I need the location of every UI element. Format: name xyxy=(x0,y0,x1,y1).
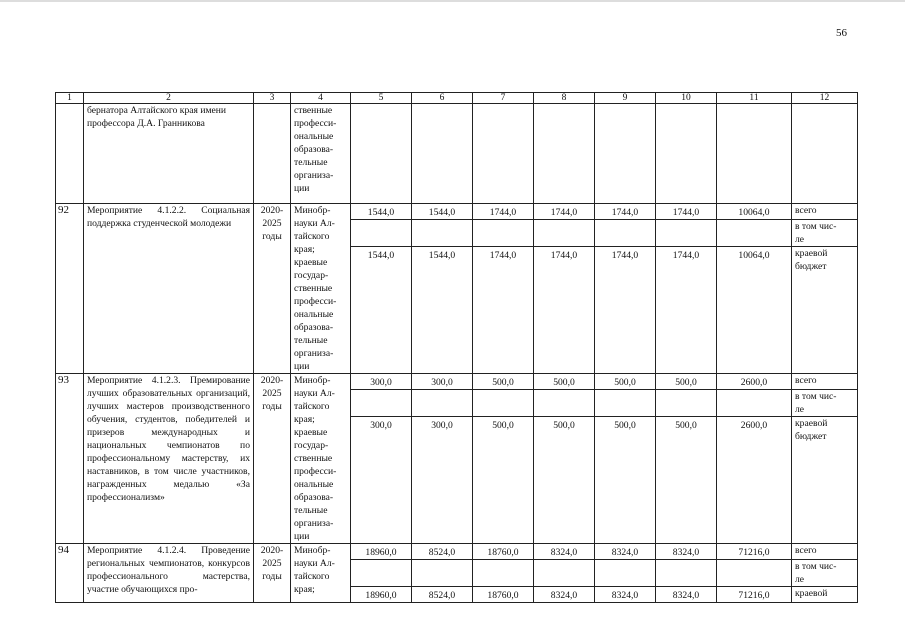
value-regional: 500,0 xyxy=(595,417,656,544)
executor-cell xyxy=(291,104,351,204)
value-cell xyxy=(717,560,792,587)
source-line: в том чис- xyxy=(795,221,837,233)
value-cell xyxy=(656,104,717,204)
value-regional: 300,0 xyxy=(412,417,473,544)
value-regional: 1744,0 xyxy=(534,247,595,374)
executor-line: тайского xyxy=(294,231,330,242)
value-regional: 8324,0 xyxy=(656,587,717,603)
value-cell xyxy=(595,104,656,204)
source-label: всего xyxy=(792,204,858,220)
executor-line: ственные xyxy=(294,105,333,116)
value-regional: 300,0 xyxy=(351,417,412,544)
source-label: всего xyxy=(792,374,858,390)
table-row-93-total xyxy=(56,374,858,390)
executor-line: организа- xyxy=(294,518,334,529)
program-measures-table xyxy=(55,92,858,603)
value-cell xyxy=(473,560,534,587)
source-label: краевой xyxy=(792,587,858,603)
column-number-row xyxy=(56,93,858,104)
value-total: 1744,0 xyxy=(595,204,656,220)
value-regional: 500,0 xyxy=(656,417,717,544)
executor-line: образова- xyxy=(294,144,334,155)
value-cell xyxy=(656,560,717,587)
header-cell: 5 xyxy=(351,93,412,104)
table-row-92-total xyxy=(56,204,858,220)
value-total: 8324,0 xyxy=(656,544,717,560)
executor-line: Минобр- xyxy=(294,205,331,216)
value-total: 1744,0 xyxy=(656,204,717,220)
measure-name-cell: бернатора Алтайского края имени профессора Д.А. Гранникова xyxy=(84,104,254,204)
value-total: 500,0 xyxy=(656,374,717,390)
value-total: 71216,0 xyxy=(717,544,792,560)
executor-line: Минобр- xyxy=(294,375,331,386)
source-line: краевой xyxy=(795,418,828,430)
executor-line: ственные xyxy=(294,283,333,294)
source-line: ле xyxy=(795,404,805,416)
measure-name: Мероприятие 4.1.2.4. Проведение региональных чемпионатов, конкурсов профессионального мастерства, участие обучающихся про- xyxy=(84,544,254,603)
value-cell xyxy=(717,104,792,204)
value-regional: 1544,0 xyxy=(351,247,412,374)
header-cell: 11 xyxy=(717,93,792,104)
value-total: 500,0 xyxy=(534,374,595,390)
source-line: в том чис- xyxy=(795,561,837,572)
row-number-cell xyxy=(56,104,84,204)
value-regional: 1544,0 xyxy=(412,247,473,374)
executor-line: государ- xyxy=(294,270,329,281)
period-line: 2020- xyxy=(260,545,284,556)
executor-line: ции xyxy=(294,183,310,194)
executor-line: професси- xyxy=(294,118,337,129)
value-total: 300,0 xyxy=(412,374,473,390)
value-total: 1744,0 xyxy=(534,204,595,220)
value-cell xyxy=(412,390,473,417)
header-cell: 10 xyxy=(656,93,717,104)
value-regional: 1744,0 xyxy=(473,247,534,374)
period-line: 2025 xyxy=(262,388,282,399)
value-cell xyxy=(534,390,595,417)
executor-line: тельные xyxy=(294,505,328,516)
executor-line: краевые xyxy=(294,257,328,268)
value-total: 18960,0 xyxy=(351,544,412,560)
executor-line: ональные xyxy=(294,131,334,142)
executor-line: края; xyxy=(294,414,315,425)
value-cell xyxy=(534,220,595,247)
executor-cell xyxy=(291,544,351,603)
executor-line: края; xyxy=(294,244,315,255)
header-cell: 2 xyxy=(84,93,254,104)
value-total: 10064,0 xyxy=(717,204,792,220)
value-regional: 1744,0 xyxy=(595,247,656,374)
executor-line: Минобр- xyxy=(294,545,331,556)
period-line: 2025 xyxy=(262,558,282,569)
value-regional: 1744,0 xyxy=(656,247,717,374)
period-cell xyxy=(254,104,291,204)
value-total: 8524,0 xyxy=(412,544,473,560)
value-cell xyxy=(412,220,473,247)
executor-line: тельные xyxy=(294,335,328,346)
source-line: в том чис- xyxy=(795,391,837,403)
executor-line: науки Ал- xyxy=(294,558,335,569)
page-number: 56 xyxy=(836,27,847,39)
value-cell xyxy=(473,104,534,204)
executor-line: организа- xyxy=(294,170,334,181)
value-cell xyxy=(473,220,534,247)
value-cell xyxy=(351,220,412,247)
measure-name: Мероприятие 4.1.2.2. Социальная поддержка студенческой молодежи xyxy=(84,204,254,374)
value-regional: 18960,0 xyxy=(351,587,412,603)
source-label xyxy=(792,220,858,247)
value-cell xyxy=(534,560,595,587)
executor-line: ственные xyxy=(294,453,333,464)
row-number: 92 xyxy=(56,204,84,374)
source-label xyxy=(792,560,858,587)
value-total: 1544,0 xyxy=(412,204,473,220)
value-regional: 8324,0 xyxy=(595,587,656,603)
header-cell: 12 xyxy=(792,93,858,104)
value-regional: 8524,0 xyxy=(412,587,473,603)
value-regional: 500,0 xyxy=(473,417,534,544)
period-line: 2020- xyxy=(260,205,284,216)
value-total: 8324,0 xyxy=(534,544,595,560)
value-total: 500,0 xyxy=(473,374,534,390)
value-cell xyxy=(412,560,473,587)
row-number: 94 xyxy=(56,544,84,603)
period-line: 2025 xyxy=(262,218,282,229)
value-regional: 500,0 xyxy=(534,417,595,544)
period-cell xyxy=(254,544,291,603)
value-cell xyxy=(351,104,412,204)
period-line: годы xyxy=(262,401,282,412)
source-label xyxy=(792,390,858,417)
value-total: 8324,0 xyxy=(595,544,656,560)
value-cell xyxy=(595,390,656,417)
executor-line: краевые xyxy=(294,427,328,438)
value-total: 500,0 xyxy=(595,374,656,390)
period-line: 2020- xyxy=(260,375,284,386)
scan-top-edge xyxy=(0,0,905,2)
source-label xyxy=(792,417,858,544)
header-cell: 7 xyxy=(473,93,534,104)
executor-line: ональные xyxy=(294,479,334,490)
executor-line: професси- xyxy=(294,466,337,477)
value-cell xyxy=(717,390,792,417)
period-cell xyxy=(254,204,291,374)
value-regional: 10064,0 xyxy=(717,247,792,374)
row-number: 93 xyxy=(56,374,84,544)
executor-line: образова- xyxy=(294,492,334,503)
period-cell xyxy=(254,374,291,544)
value-cell xyxy=(351,390,412,417)
source-label xyxy=(792,247,858,374)
value-cell xyxy=(595,220,656,247)
executor-cell xyxy=(291,204,351,374)
value-cell xyxy=(351,560,412,587)
table-row-continuation xyxy=(56,104,858,204)
value-cell xyxy=(656,220,717,247)
value-regional: 8324,0 xyxy=(534,587,595,603)
value-cell xyxy=(412,104,473,204)
value-regional: 71216,0 xyxy=(717,587,792,603)
header-cell: 1 xyxy=(56,93,84,104)
value-total: 1744,0 xyxy=(473,204,534,220)
executor-line: государ- xyxy=(294,440,329,451)
value-cell xyxy=(473,390,534,417)
source-line: бюджет xyxy=(795,261,827,273)
value-total: 1544,0 xyxy=(351,204,412,220)
executor-line: тайского xyxy=(294,401,330,412)
executor-line: края; xyxy=(294,584,315,595)
measure-name: Мероприятие 4.1.2.3. Премирование лучших образовательных организаций, лучших мастеров производственного обучения, студентов, победителей и призеров международных и национальных чемпионатов по профессиональному мастерству, их наставников, в том числе участников, награжденных медалью «За профессионализм» xyxy=(84,374,254,544)
executor-cell xyxy=(291,374,351,544)
executor-line: организа- xyxy=(294,348,334,359)
value-total: 18760,0 xyxy=(473,544,534,560)
source-line: краевой xyxy=(795,248,828,260)
header-cell: 3 xyxy=(254,93,291,104)
source-line: ле xyxy=(795,234,805,246)
executor-line: ональные xyxy=(294,309,334,320)
header-cell: 6 xyxy=(412,93,473,104)
source-cell xyxy=(792,104,858,204)
executor-line: тайского xyxy=(294,571,330,582)
value-cell xyxy=(534,104,595,204)
executor-line: науки Ал- xyxy=(294,218,335,229)
period-line: годы xyxy=(262,571,282,582)
source-label: всего xyxy=(792,544,858,560)
executor-line: тельные xyxy=(294,157,328,168)
value-cell xyxy=(656,390,717,417)
header-cell: 4 xyxy=(291,93,351,104)
executor-line: науки Ал- xyxy=(294,388,335,399)
source-line: бюджет xyxy=(795,431,827,443)
value-regional: 2600,0 xyxy=(717,417,792,544)
header-cell: 8 xyxy=(534,93,595,104)
executor-line: ции xyxy=(294,361,310,372)
value-regional: 18760,0 xyxy=(473,587,534,603)
table-row-94-total xyxy=(56,544,858,560)
executor-line: ции xyxy=(294,531,310,542)
header-cell: 9 xyxy=(595,93,656,104)
period-line: годы xyxy=(262,231,282,242)
executor-line: образова- xyxy=(294,322,334,333)
value-total: 2600,0 xyxy=(717,374,792,390)
source-line: ле xyxy=(795,574,805,585)
value-cell xyxy=(595,560,656,587)
executor-line: професси- xyxy=(294,296,337,307)
value-cell xyxy=(717,220,792,247)
value-total: 300,0 xyxy=(351,374,412,390)
